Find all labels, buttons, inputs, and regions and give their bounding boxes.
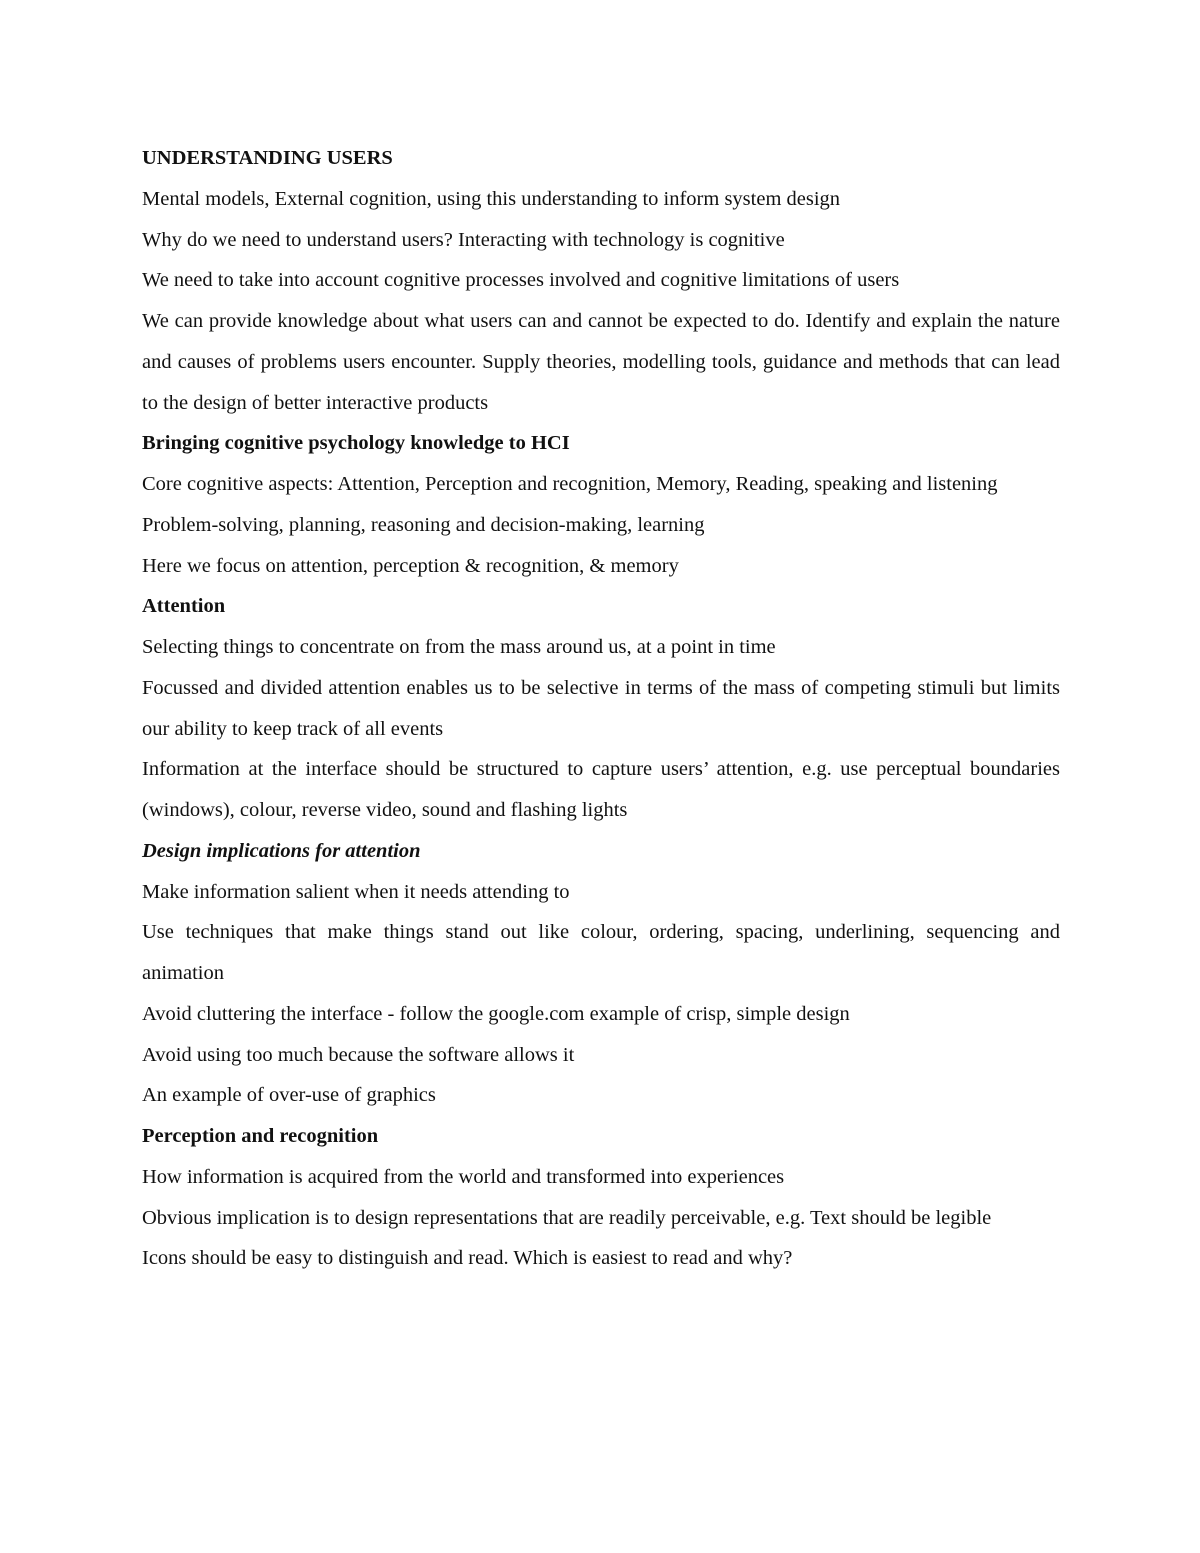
paragraph: Why do we need to understand users? Interacting with technology is cognitive: [142, 228, 785, 251]
paragraph: Use techniques that make things stand out like colour, ordering, spacing, underlining, sequencing and animation: [142, 921, 1060, 984]
paragraph: Make information salient when it needs attending to: [142, 880, 570, 903]
paragraph: Icons should be easy to distinguish and read. Which is easiest to read and why?: [142, 1247, 793, 1270]
paragraph: Mental models, External cognition, using this understanding to inform system design: [142, 187, 841, 210]
paragraph: An example of over-use of graphics: [142, 1084, 436, 1107]
section-heading: Attention: [142, 595, 226, 618]
paragraph: Obvious implication is to design representations that are readily perceivable, e.g. Text should be legible: [142, 1206, 992, 1229]
paragraph: Avoid cluttering the interface - follow the google.com example of crisp, simple design: [142, 1002, 850, 1025]
section-heading: Bringing cognitive psychology knowledge to HCI: [142, 432, 570, 455]
paragraph: Here we focus on attention, perception & recognition, & memory: [142, 554, 679, 577]
paragraph: Information at the interface should be structured to capture users’ attention, e.g. use perceptual boundaries (windows), colour, reverse video, sound and flashing lights: [142, 758, 1060, 821]
paragraph: Selecting things to concentrate on from the mass around us, at a point in time: [142, 636, 776, 658]
paragraph: Problem-solving, planning, reasoning and decision-making, learning: [142, 513, 705, 536]
subsection-heading: Design implications for attention: [142, 839, 421, 862]
document-title: UNDERSTANDING USERS: [142, 147, 393, 169]
section-heading: Perception and recognition: [142, 1125, 379, 1147]
paragraph: Avoid using too much because the software allows it: [142, 1043, 575, 1066]
document-page: [142, 138, 1060, 1279]
paragraph: We need to take into account cognitive processes involved and cognitive limitations of users: [142, 269, 900, 292]
paragraph: Focussed and divided attention enables us to be selective in terms of the mass of competing stimuli but limits our ability to keep track of all events: [142, 676, 1060, 740]
paragraph: How information is acquired from the world and transformed into experiences: [142, 1165, 785, 1188]
paragraph: Core cognitive aspects: Attention, Perception and recognition, Memory, Reading, speaking and listening: [142, 473, 998, 495]
paragraph: We can provide knowledge about what users can and cannot be expected to do. Identify and explain the nature and causes of problems users encounter. Supply theories, modelling tools, guidance and methods that can lead to the design of better interactive products: [142, 310, 1060, 414]
